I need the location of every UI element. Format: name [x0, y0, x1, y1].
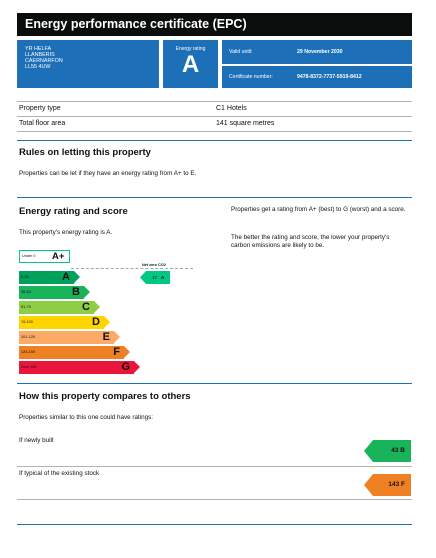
floor-area-label: Total floor area: [19, 120, 66, 127]
band-arrow-icon: [104, 316, 110, 328]
band-arrow-icon: [114, 331, 120, 343]
band-range: 51-75: [21, 305, 31, 309]
current-score: 17: [152, 275, 158, 280]
divider: [17, 499, 412, 500]
band-letter: G: [121, 361, 130, 373]
band-letter: D: [92, 316, 100, 328]
band-arrow-icon: [124, 346, 130, 358]
address-line: LLANBERIS: [25, 52, 55, 58]
band-range: Over 150: [21, 365, 37, 369]
band-range: 101-125: [21, 335, 35, 339]
property-type-value: C1 Hotels: [216, 105, 247, 112]
existing-stock-label: If typical of the existing stock: [19, 470, 100, 477]
rules-heading: Rules on letting this property: [19, 147, 151, 158]
band-arrow-icon: [84, 286, 90, 298]
compare-intro: Properties similar to this one could have ratings:: [19, 414, 154, 421]
rules-text: Properties can be let if they have an energy rating from A+ to E.: [19, 170, 197, 177]
existing-stock-score: 143 F: [388, 481, 405, 488]
band-arrow-icon: [134, 361, 140, 373]
certificate-number-value: 9478-8372-7737-5919-8412: [297, 74, 362, 80]
band-arrow-icon: [94, 301, 100, 313]
address-line: LL55 4UW: [25, 64, 51, 70]
band-b: [19, 286, 84, 299]
band-letter: B: [72, 286, 80, 298]
band-range: 0-25: [21, 275, 29, 279]
address-line: CAERNARFON: [25, 58, 63, 64]
divider: [17, 101, 412, 102]
section-divider: [17, 383, 412, 384]
divider: [17, 131, 412, 132]
divider: [17, 466, 412, 467]
valid-until-value: 29 November 2030: [297, 49, 343, 55]
section-divider: [17, 197, 412, 198]
band-c: [19, 301, 94, 314]
net-zero-line: [71, 268, 193, 269]
band-g: [19, 361, 134, 374]
rating-info-text: Properties get a rating from A+ (best) to G (worst) and a score.: [231, 206, 406, 213]
existing-stock-rating-pointer: [364, 474, 411, 496]
band-a-plus: [19, 250, 70, 263]
floor-area-value: 141 square metres: [216, 120, 275, 127]
valid-until-label: Valid until:: [229, 49, 253, 55]
energy-rating-panel: [163, 40, 218, 88]
band-d: [19, 316, 104, 329]
rating-info-text: The better the rating and score, the lower your property's carbon emissions are likely to be.: [231, 234, 390, 249]
property-address: [17, 40, 159, 88]
band-letter: A+: [52, 251, 65, 262]
band-e: [19, 331, 114, 344]
band-letter: A: [62, 271, 70, 283]
newly-built-label: If newly built: [19, 437, 54, 444]
certificate-number-label: Certificate number:: [229, 74, 273, 80]
section-divider: [17, 524, 412, 525]
property-type-label: Property type: [19, 105, 61, 112]
divider: [17, 116, 412, 117]
band-letter: F: [113, 346, 120, 358]
section-divider: [17, 140, 412, 141]
band-letter: E: [102, 331, 110, 343]
band-letter: C: [82, 301, 90, 313]
valid-until-row: [222, 40, 412, 64]
certificate-number-row: [222, 66, 412, 88]
newly-built-rating-pointer: [364, 440, 411, 462]
address-line: YR HELFA: [25, 46, 52, 52]
current-rating-pointer: [140, 271, 170, 284]
band-f: [19, 346, 124, 359]
energy-rating-label: Energy rating: [175, 46, 206, 52]
energy-heading: Energy rating and score: [19, 206, 128, 217]
band-range: 126-150: [21, 350, 35, 354]
band-range: 76-100: [21, 320, 33, 324]
band-a: [19, 271, 74, 284]
band-arrow-icon: [74, 271, 80, 283]
current-letter: A: [161, 275, 165, 280]
page-title: Energy performance certificate (EPC): [17, 13, 412, 36]
band-range: Under 0: [22, 254, 36, 258]
net-zero-label: Net zero CO2: [142, 263, 166, 267]
energy-rating-chart: [19, 250, 179, 375]
compare-heading: How this property compares to others: [19, 391, 191, 402]
energy-rating-value: A: [181, 51, 200, 78]
band-range: 26-50: [21, 290, 31, 294]
current-rating-text: This property's energy rating is A.: [19, 229, 113, 236]
newly-built-score: 43 B: [391, 447, 405, 454]
